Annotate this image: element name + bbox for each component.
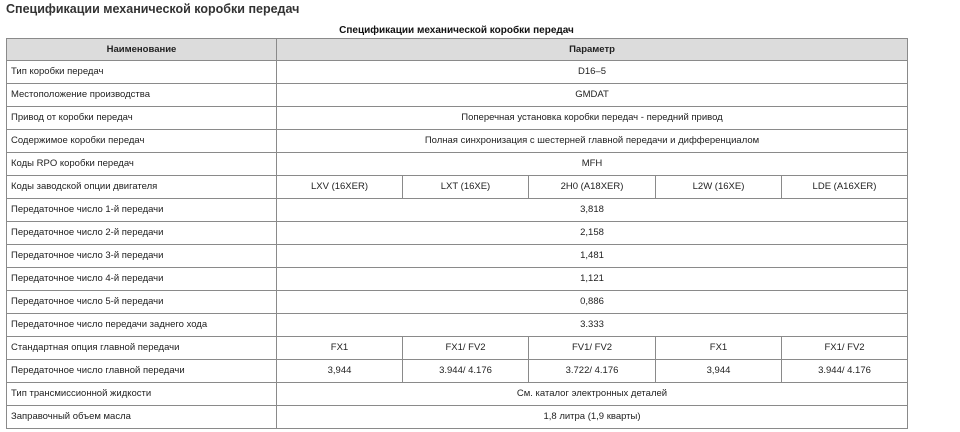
- row-subvalue-cell: LXV (16XER): [277, 176, 403, 199]
- table-row: [7, 199, 908, 222]
- table-row: [7, 176, 908, 199]
- row-name-cell: Передаточное число 2-й передачи: [7, 222, 277, 245]
- row-value-cell: D16–5: [277, 61, 908, 84]
- table-row: [7, 360, 908, 383]
- row-subvalue-cell: LDE (A16XER): [782, 176, 908, 199]
- row-subvalue-cell: FX1/ FV2: [403, 337, 529, 360]
- row-subvalue-cell: 3,944: [277, 360, 403, 383]
- page-title: Спецификации механической коробки передач: [6, 2, 300, 16]
- row-value-cell: 1,8 литра (1,9 кварты): [277, 406, 908, 429]
- table-row: [7, 61, 908, 84]
- row-value-cell: См. каталог электронных деталей: [277, 383, 908, 406]
- row-subvalue-cell: 3,944: [656, 360, 782, 383]
- table-row: [7, 383, 908, 406]
- row-name-cell: Передаточное число 4-й передачи: [7, 268, 277, 291]
- row-name-cell: Передаточное число передачи заднего хода: [7, 314, 277, 337]
- row-name-cell: Передаточное число главной передачи: [7, 360, 277, 383]
- row-subvalue-cell: FX1: [656, 337, 782, 360]
- table-header-row: [7, 39, 908, 61]
- row-name-cell: Тип коробки передач: [7, 61, 277, 84]
- table-row: [7, 130, 908, 153]
- row-name-cell: Передаточное число 1-й передачи: [7, 199, 277, 222]
- row-value-cell: 1,121: [277, 268, 908, 291]
- row-name-cell: Передаточное число 3-й передачи: [7, 245, 277, 268]
- table-row: [7, 245, 908, 268]
- table-row: [7, 291, 908, 314]
- row-value-cell: 3.333: [277, 314, 908, 337]
- row-subvalue-cell: L2W (16XE): [656, 176, 782, 199]
- row-subvalue-cell: 3.944/ 4.176: [782, 360, 908, 383]
- table-row: [7, 314, 908, 337]
- row-subvalue-cell: LXT (16XE): [403, 176, 529, 199]
- row-value-cell: Поперечная установка коробки передач - передний привод: [277, 107, 908, 130]
- table-caption: Спецификации механической коробки передач: [339, 25, 574, 36]
- row-value-cell: 0,886: [277, 291, 908, 314]
- row-subvalue-cell: 3.722/ 4.176: [529, 360, 656, 383]
- row-value-cell: Полная синхронизация с шестерней главной передачи и дифференциалом: [277, 130, 908, 153]
- row-name-cell: Тип трансмиссионной жидкости: [7, 383, 277, 406]
- row-subvalue-cell: 2H0 (A18XER): [529, 176, 656, 199]
- table-body: [7, 61, 908, 429]
- table-row: [7, 406, 908, 429]
- row-value-cell: MFH: [277, 153, 908, 176]
- table-row: [7, 268, 908, 291]
- header-param: Параметр: [277, 39, 908, 61]
- header-name: Наименование: [7, 39, 277, 61]
- row-name-cell: Привод от коробки передач: [7, 107, 277, 130]
- row-value-cell: 2,158: [277, 222, 908, 245]
- row-name-cell: Коды заводской опции двигателя: [7, 176, 277, 199]
- row-name-cell: Местоположение производства: [7, 84, 277, 107]
- row-value-cell: 1,481: [277, 245, 908, 268]
- table-row: [7, 107, 908, 130]
- row-subvalue-cell: FV1/ FV2: [529, 337, 656, 360]
- row-name-cell: Передаточное число 5-й передачи: [7, 291, 277, 314]
- row-name-cell: Заправочный объем масла: [7, 406, 277, 429]
- table-row: [7, 337, 908, 360]
- table-row: [7, 84, 908, 107]
- spec-table: [6, 38, 908, 429]
- row-subvalue-cell: 3.944/ 4.176: [403, 360, 529, 383]
- row-name-cell: Стандартная опция главной передачи: [7, 337, 277, 360]
- row-subvalue-cell: FX1: [277, 337, 403, 360]
- row-value-cell: 3,818: [277, 199, 908, 222]
- row-name-cell: Содержимое коробки передач: [7, 130, 277, 153]
- table-row: [7, 153, 908, 176]
- row-name-cell: Коды RPO коробки передач: [7, 153, 277, 176]
- row-subvalue-cell: FX1/ FV2: [782, 337, 908, 360]
- row-value-cell: GMDAT: [277, 84, 908, 107]
- table-row: [7, 222, 908, 245]
